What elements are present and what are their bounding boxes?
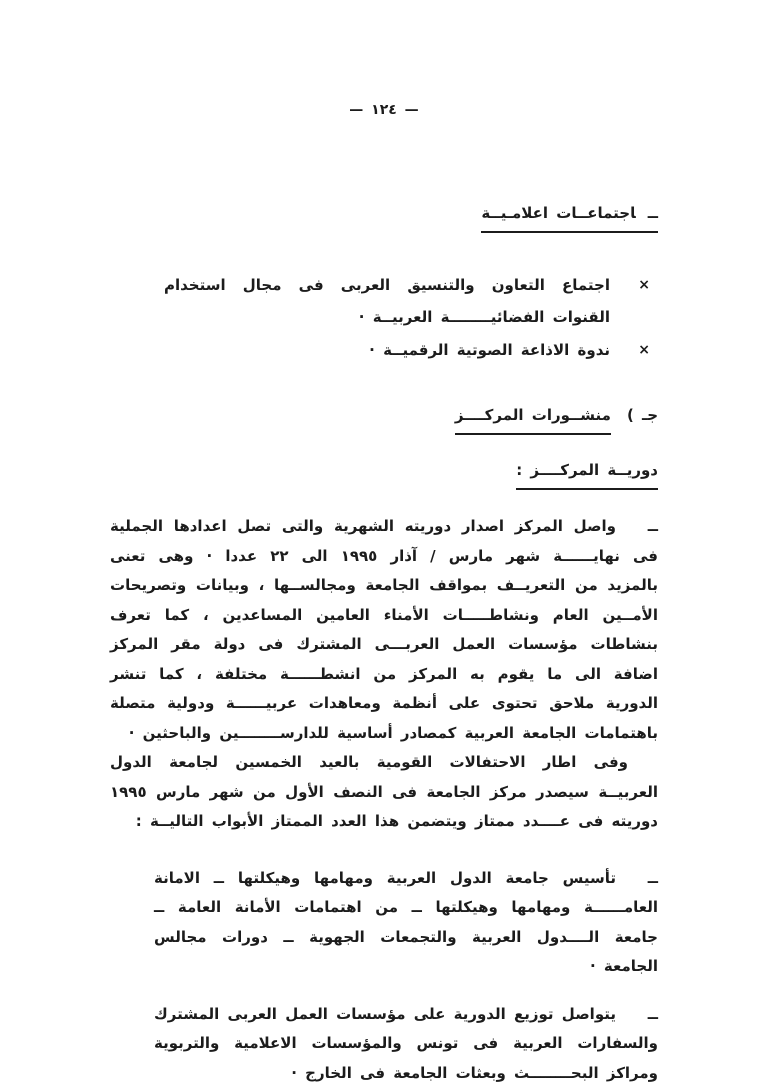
page-number: — ١٢٤ — [349, 102, 419, 118]
heading-publications-label: منشــورات المركــــز [455, 406, 611, 435]
bullet-text: ندوة الاذاعة الصوتية الرقميــة · [369, 341, 610, 359]
paragraph [154, 864, 658, 982]
bullet-list [110, 269, 658, 366]
x-bullet-marker: × [638, 277, 650, 293]
bullet-text: اجتماع التعاون والتنسيق العربى فى مجال استخدام القنوات الفضائيــــــــة العربيــة · [164, 276, 610, 326]
paragraph [154, 1000, 658, 1089]
bullet-item [164, 269, 658, 333]
heading-media-underline [481, 204, 658, 233]
paragraph-text: تأسيس جامعة الدول العربية ومهامها وهيكلتها ــ الامانة العامــــــة ومهامها وهيكلتها ــ من اهتمامات الأمانة العامة ــ جامعة الــــدول العربية والتجمعات الجهوية ــ دورات مجالس الجامعة · [154, 868, 658, 975]
dash-marker: ــ [647, 1004, 658, 1023]
body-paragraphs [110, 512, 658, 1088]
paragraph [110, 512, 658, 748]
section-heading-publications [110, 406, 658, 435]
section-heading-media [110, 204, 658, 233]
paragraph-text: واصل المركز اصدار دوريته الشهرية والتى تصل اعدادها الجملية فى نهايــــــة شهر مارس / آذار ١٩٩٥ الى ٢٢ عددا · وهى تعنى بالمزيد من التعريــف بمواقف الجامعة ومجالســها ، وبيانات وتصريحات الأمــين العام ونشاطـــــات الأمناء العامين المساعدين ، كما تعرف بنشاطات مؤسسات العمل العربـــى المشترك فى دولة مقر المركز اضافة الى ما يقوم به المركز من انشطــــــة مختلفة ، كما تنشر الدورية ملاحق تحتوى على أنظمة ومعاهدات عربيــــــة ودولية متصلة باهتمامات الجامعة العربية كمصادر أساسية للدارســــــــين والباحثين · [110, 517, 658, 742]
section-letter-marker: جـ ) [626, 406, 658, 424]
dash-marker: ــ [647, 204, 658, 222]
heading-media-label: اجتماعــات اعلامـيــة [481, 204, 636, 222]
x-bullet-marker: × [638, 342, 650, 358]
bullet-item [164, 334, 658, 366]
dash-marker: ــ [647, 868, 658, 887]
paragraph-text: وفى اطار الاحتفالات القومية بالعيد الخمسين لجامعة الدول العربيــة سيصدر مركز الجامعة فى النصف الأول من شهر مارس ١٩٩٥ دوريته فى عــــدد ممتاز ويتضمن هذا العدد الممتاز الأبواب التاليــة : [110, 753, 658, 830]
paragraph-text: يتواصل توزيع الدورية على مؤسسات العمل العربى المشترك والسفارات العربية فى تونس والمؤسسات الاعلامية والتربوية ومراكز البحــــــــث وبعثات الجامعة فى الخارج · [154, 1004, 658, 1082]
paragraph [110, 748, 658, 837]
subheading-periodical-label: دوريــة المركــــز : [516, 461, 658, 490]
subheading-periodical [110, 461, 658, 490]
dash-marker: ــ [647, 517, 658, 535]
